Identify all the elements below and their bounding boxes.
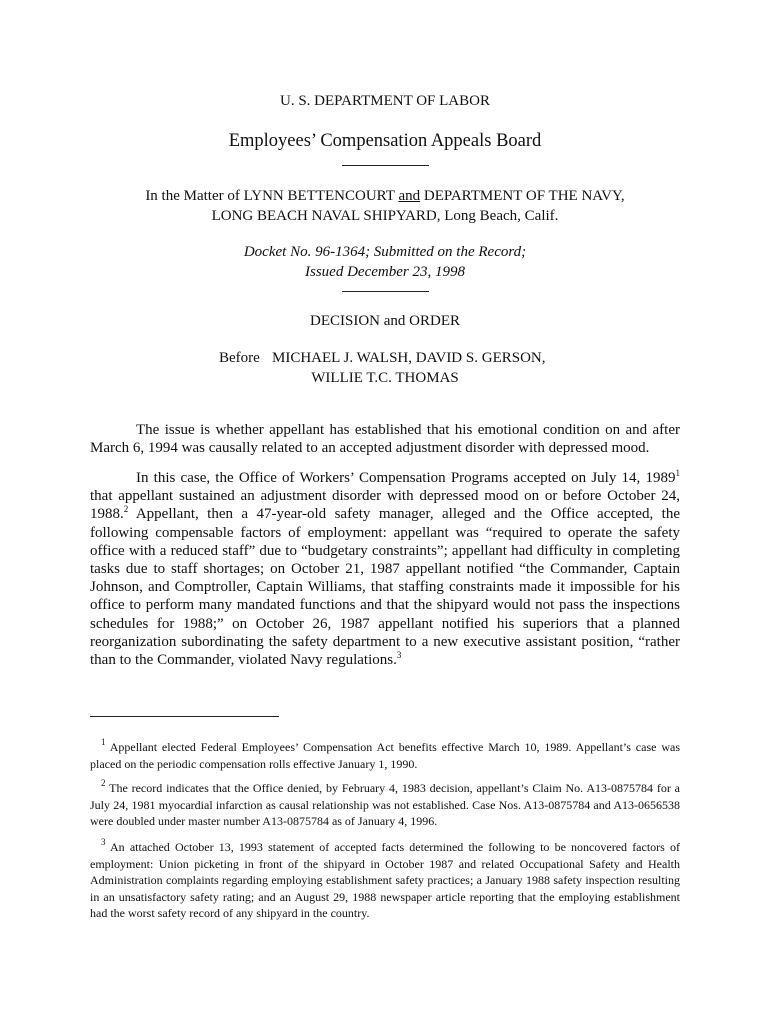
panel-line-2: WILLIE T.C. THOMAS (311, 370, 459, 386)
footnote-ref-1: 1 (675, 468, 680, 478)
matter-caption (0, 186, 770, 226)
footnote-1-mark: 1 (101, 737, 106, 747)
docket-line-2: Issued December 23, 1998 (305, 264, 465, 280)
board-title: Employees’ Compensation Appeals Board (228, 131, 542, 151)
before-label: Before (219, 350, 260, 366)
footnote-ref-2: 2 (123, 504, 129, 515)
docket-divider (342, 291, 429, 292)
docket-info (0, 242, 770, 282)
paragraph-case (90, 469, 680, 669)
agency-heading: U. S. DEPARTMENT OF LABOR (280, 93, 490, 109)
paragraph-case-text-a: In this case, the Office of Workers’ Compensation Programs accepted on July 14, 1989 (136, 470, 676, 486)
paragraph-issue (90, 421, 680, 457)
footnote-3-text: An attached October 13, 1993 statement of accepted facts determined the following to be noncovered factors of employment: Union picketing in front of the shipyard in October 1987 and related Occupational Safety and Health Administration complaints regarding employing establishment safety practices; a January 1988 safety inspection resulting in an unsatisfactory safety rating; and an August 29, 1988 newspaper article reporting that the employing establishment had the worst safety record of any shipyard in the country. (90, 840, 680, 921)
footnote-2 (90, 780, 680, 830)
matter-prefix: In the Matter of LYNN BETTENCOURT (145, 188, 399, 204)
footnote-3-mark: 3 (101, 837, 106, 847)
footnote-2-mark: 2 (101, 778, 106, 788)
footnote-1 (90, 739, 680, 772)
paragraph-case-text-b: that appellant sustained an adjustment disorder with depressed mood on or before October 24, 1988. (90, 488, 680, 523)
matter-line-2: LONG BEACH NAVAL SHIPYARD, Long Beach, Calif. (211, 208, 559, 224)
matter-suffix: DEPARTMENT OF THE NAVY, (420, 188, 625, 204)
footnote-1-text: Appellant elected Federal Employees’ Compensation Act benefits effective March 10, 1989. Appellant’s case was placed on the periodic compensation rolls effective January 1, 1990. (90, 740, 680, 771)
paragraph-issue-text: The issue is whether appellant has established that his emotional condition on and after March 6, 1994 was causally related to an accepted adjustment disorder with depressed mood. (90, 422, 680, 457)
decision-title: DECISION and ORDER (310, 313, 460, 329)
title-divider (342, 165, 429, 166)
paragraph-case-text-c: Appellant, then a 47-year-old safety manager, alleged and the Office accepted, the following compensable factors of employment: appellant was “required to operate the safety office with a reduced staff” due to “budgetary constraints”; appellant had difficulty in completing tasks due to staff shortages; on October 21, 1987 appellant notified “the Commander, Captain Johnson, and Comptroller, Captain Williams, that staffing constraints made it impossible for his office to perform many mandated functions and that the shipyard would not pass the inspections schedules for 1988;” on October 26, 1987 appellant notified his superiors that a planned reorganization subordinating the safety department to a new executive assistant position, “rather than to the Commander, violated Navy regulations. (90, 506, 680, 669)
footnote-2-text: The record indicates that the Office denied, by February 4, 1983 decision, appellant’s Claim No. A13-0875784 for a July 24, 1981 myocardial infarction as causal relationship was not established. Case Nos. A13-0875784 and A13-0656538 were doubled under master number A13-0875784 as of January 4, 1996. (90, 781, 680, 829)
panel-line-1: MICHAEL J. WALSH, DAVID S. GERSON, (272, 350, 546, 366)
footnote-ref-3: 3 (396, 650, 402, 661)
footnote-3 (90, 839, 680, 922)
footnote-divider (90, 716, 279, 717)
matter-conjunction: and (398, 188, 421, 204)
docket-line-1: Docket No. 96-1364; Submitted on the Record; (243, 244, 527, 260)
